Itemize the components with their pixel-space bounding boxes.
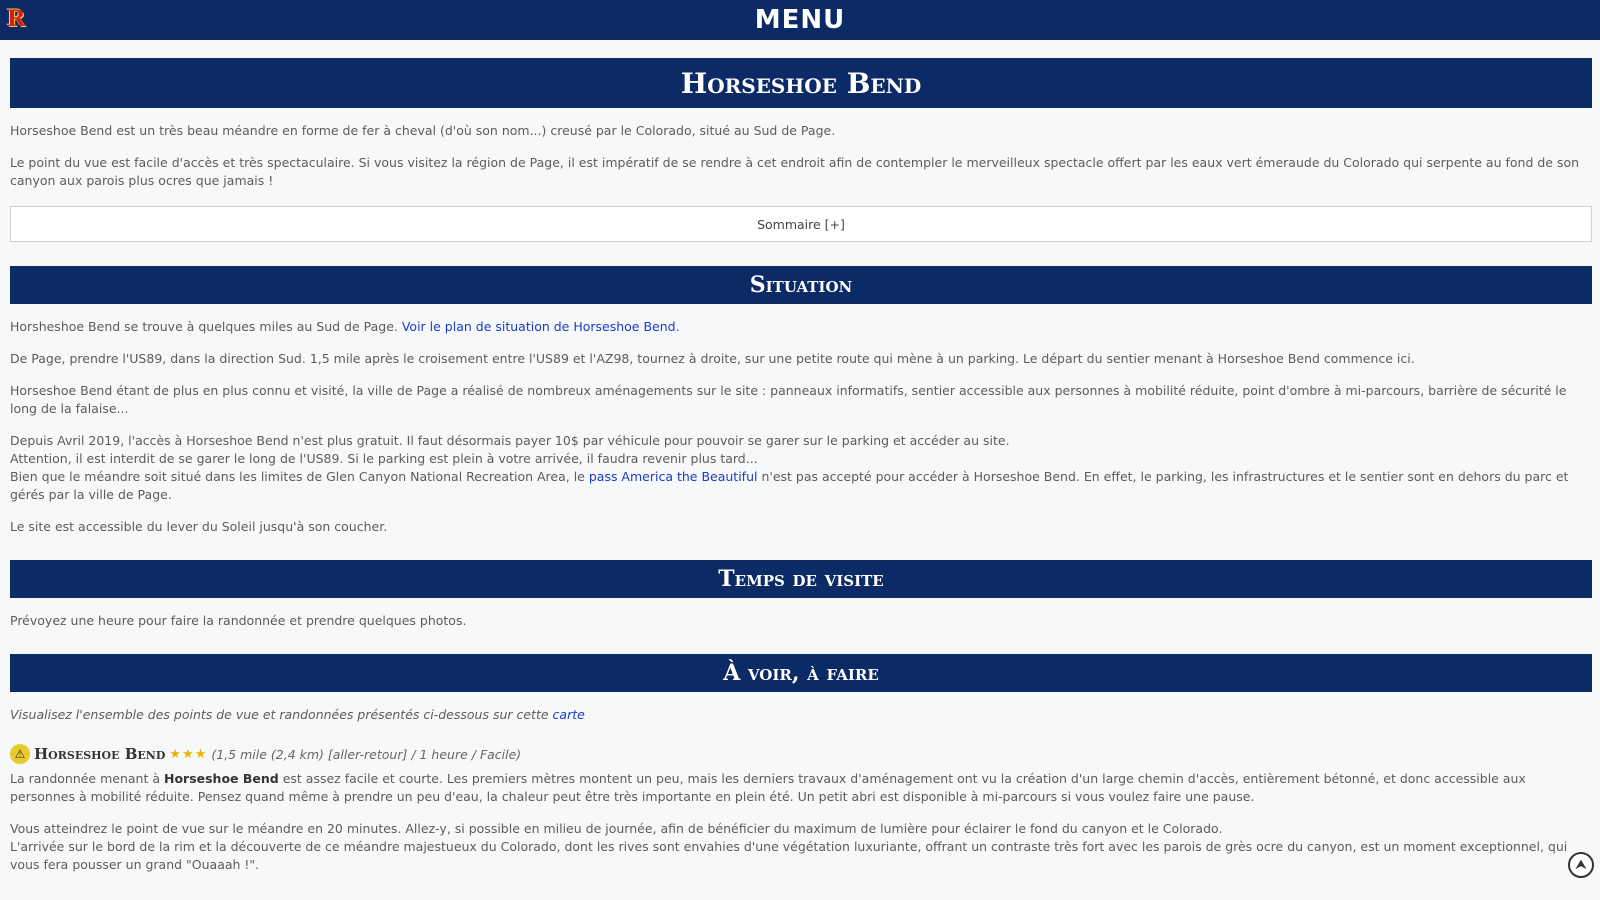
top-menu-bar[interactable]	[0, 0, 1600, 40]
hike-paragraph-1	[10, 770, 1592, 806]
arrow-up-icon: ⮝	[1575, 857, 1587, 873]
situation-paragraph-4	[10, 432, 1592, 504]
hike-bold-name: Horseshoe Bend	[163, 771, 279, 786]
pass-link[interactable]: pass America the Beautiful	[588, 469, 758, 484]
section-title-temps: Temps de visite	[718, 566, 884, 592]
hike-text-start: La randonnée menant à	[10, 771, 164, 786]
situation-text-end: .	[675, 319, 680, 334]
section-header-situation	[10, 266, 1592, 304]
summary-toggle[interactable]	[10, 206, 1592, 242]
situation-paragraph-2: De Page, prendre l'US89, dans la direction Sud. 1,5 mile après le croisement entre l'US89 et l'AZ98, tournez à droite, sur une petite route qui mène à un parking. Le départ du sentier menant à Horseshoe Bend commence ici.	[10, 351, 1415, 366]
avoir-intro-text: Visualisez l'ensemble des points de vue et randonnées présentés ci-dessous sur cette	[10, 707, 553, 722]
hike-name: Horseshoe Bend	[34, 745, 166, 763]
scroll-to-top-button[interactable]	[1568, 852, 1594, 878]
summary-label: Sommaire [+]	[757, 216, 845, 232]
hiker-icon: ⚠	[10, 744, 30, 764]
intro-paragraph-1: Horseshoe Bend est un très beau méandre en forme de fer à cheval (d'où son nom...) creusé par le Colorado, situé au Sud de Page.	[10, 123, 836, 138]
temps-paragraph: Prévoyez une heure pour faire la randonnée et prendre quelques photos.	[10, 613, 467, 628]
fee-text: Depuis Avril 2019, l'accès à Horseshoe Bend n'est plus gratuit. Il faut désormais payer 10$ par véhicule pour pouvoir se garer sur le parking et accéder au site.	[10, 433, 1010, 448]
hike-heading	[10, 744, 1592, 764]
main-content	[10, 58, 1592, 874]
intro-paragraph-2: Le point du vue est facile d'accès et très spectaculaire. Si vous visitez la région de Page, il est impératif de se rendre à cet endroit afin de contempler le merveilleux spectacle offert par les eaux vert émeraude du Colorado qui serpente au fond de son canyon aux parois plus ocres que jamais !	[10, 155, 1580, 188]
situation-paragraph-3: Horseshoe Bend étant de plus en plus connu et visité, la ville de Page a réalisé de nombreux aménagements sur le site : panneaux informatifs, sentier accessible aux personnes à mobilité réduite, point d'ombre à mi-parcours, barrière de sécurité le long de la falaise...	[10, 383, 1567, 416]
hike-text-end: est assez facile et courte. Les premiers mètres montent un peu, mais les derniers travaux d'aménagement ont vu la création d'un large chemin d'accès, entièrement bétonné, et donc accessible aux personnes à mobilité réduite. Pensez quand même à prendre un peu d'eau, la chaleur peut être très importante en plein été. Un petit abri est disponible à mi-parcours si vous voulez faire une pause.	[10, 771, 1526, 804]
pass-text-start: Bien que le méandre soit situé dans les limites de Glen Canyon National Recreation Area, le	[10, 469, 589, 484]
section-header-avoir	[10, 654, 1592, 692]
situation-paragraph-1	[10, 318, 1592, 336]
rim-text: L'arrivée sur le bord de la rim et la découverte de ce méandre majestueux du Colorado, dont les rives sont envahies d'une végétation luxuriante, offrant un contraste très fort avec les parois de grès ocre du canyon, est un moment exceptionnel, qui vous fera pousser un grand "Ouaaah !".	[10, 839, 1568, 872]
rating-stars: ★★★	[169, 746, 208, 762]
page-title-text: Horseshoe Bend	[680, 66, 922, 100]
map-link[interactable]: carte	[552, 707, 585, 722]
situation-text: Horsheshoe Bend se trouve à quelques miles au Sud de Page.	[10, 319, 402, 334]
section-title-situation: Situation	[749, 272, 853, 298]
page-title	[10, 58, 1592, 108]
avoir-intro	[10, 706, 1592, 724]
section-header-temps	[10, 560, 1592, 598]
situation-paragraph-5: Le site est accessible du lever du Soleil jusqu'à son coucher.	[10, 519, 388, 534]
site-logo[interactable]: R	[6, 6, 26, 32]
situation-map-link[interactable]: Voir le plan de situation de Horseshoe Bend	[401, 319, 676, 334]
section-title-avoir: À voir, à faire	[723, 660, 879, 686]
parking-text: Attention, il est interdit de se garer le long de l'US89. Si le parking est plein à votre arrivée, il faudra revenir plus tard...	[10, 451, 758, 466]
hike-details: (1,5 mile (2,4 km) [aller-retour] / 1 heure / Facile)	[211, 746, 522, 762]
menu-title[interactable]: MENU	[754, 5, 846, 35]
viewpoint-text: Vous atteindrez le point de vue sur le méandre en 20 minutes. Allez-y, si possible en milieu de journée, afin de bénéficier du maximum de lumière pour éclairer le fond du canyon et le Colorado.	[10, 821, 1223, 836]
hike-paragraph-2	[10, 820, 1592, 874]
pass-text-end: n'est pas accepté pour accéder à Horseshoe Bend. En effet, le parking, les infrastructures et le sentier sont en dehors du parc et gérés par la ville de Page.	[10, 469, 1569, 502]
